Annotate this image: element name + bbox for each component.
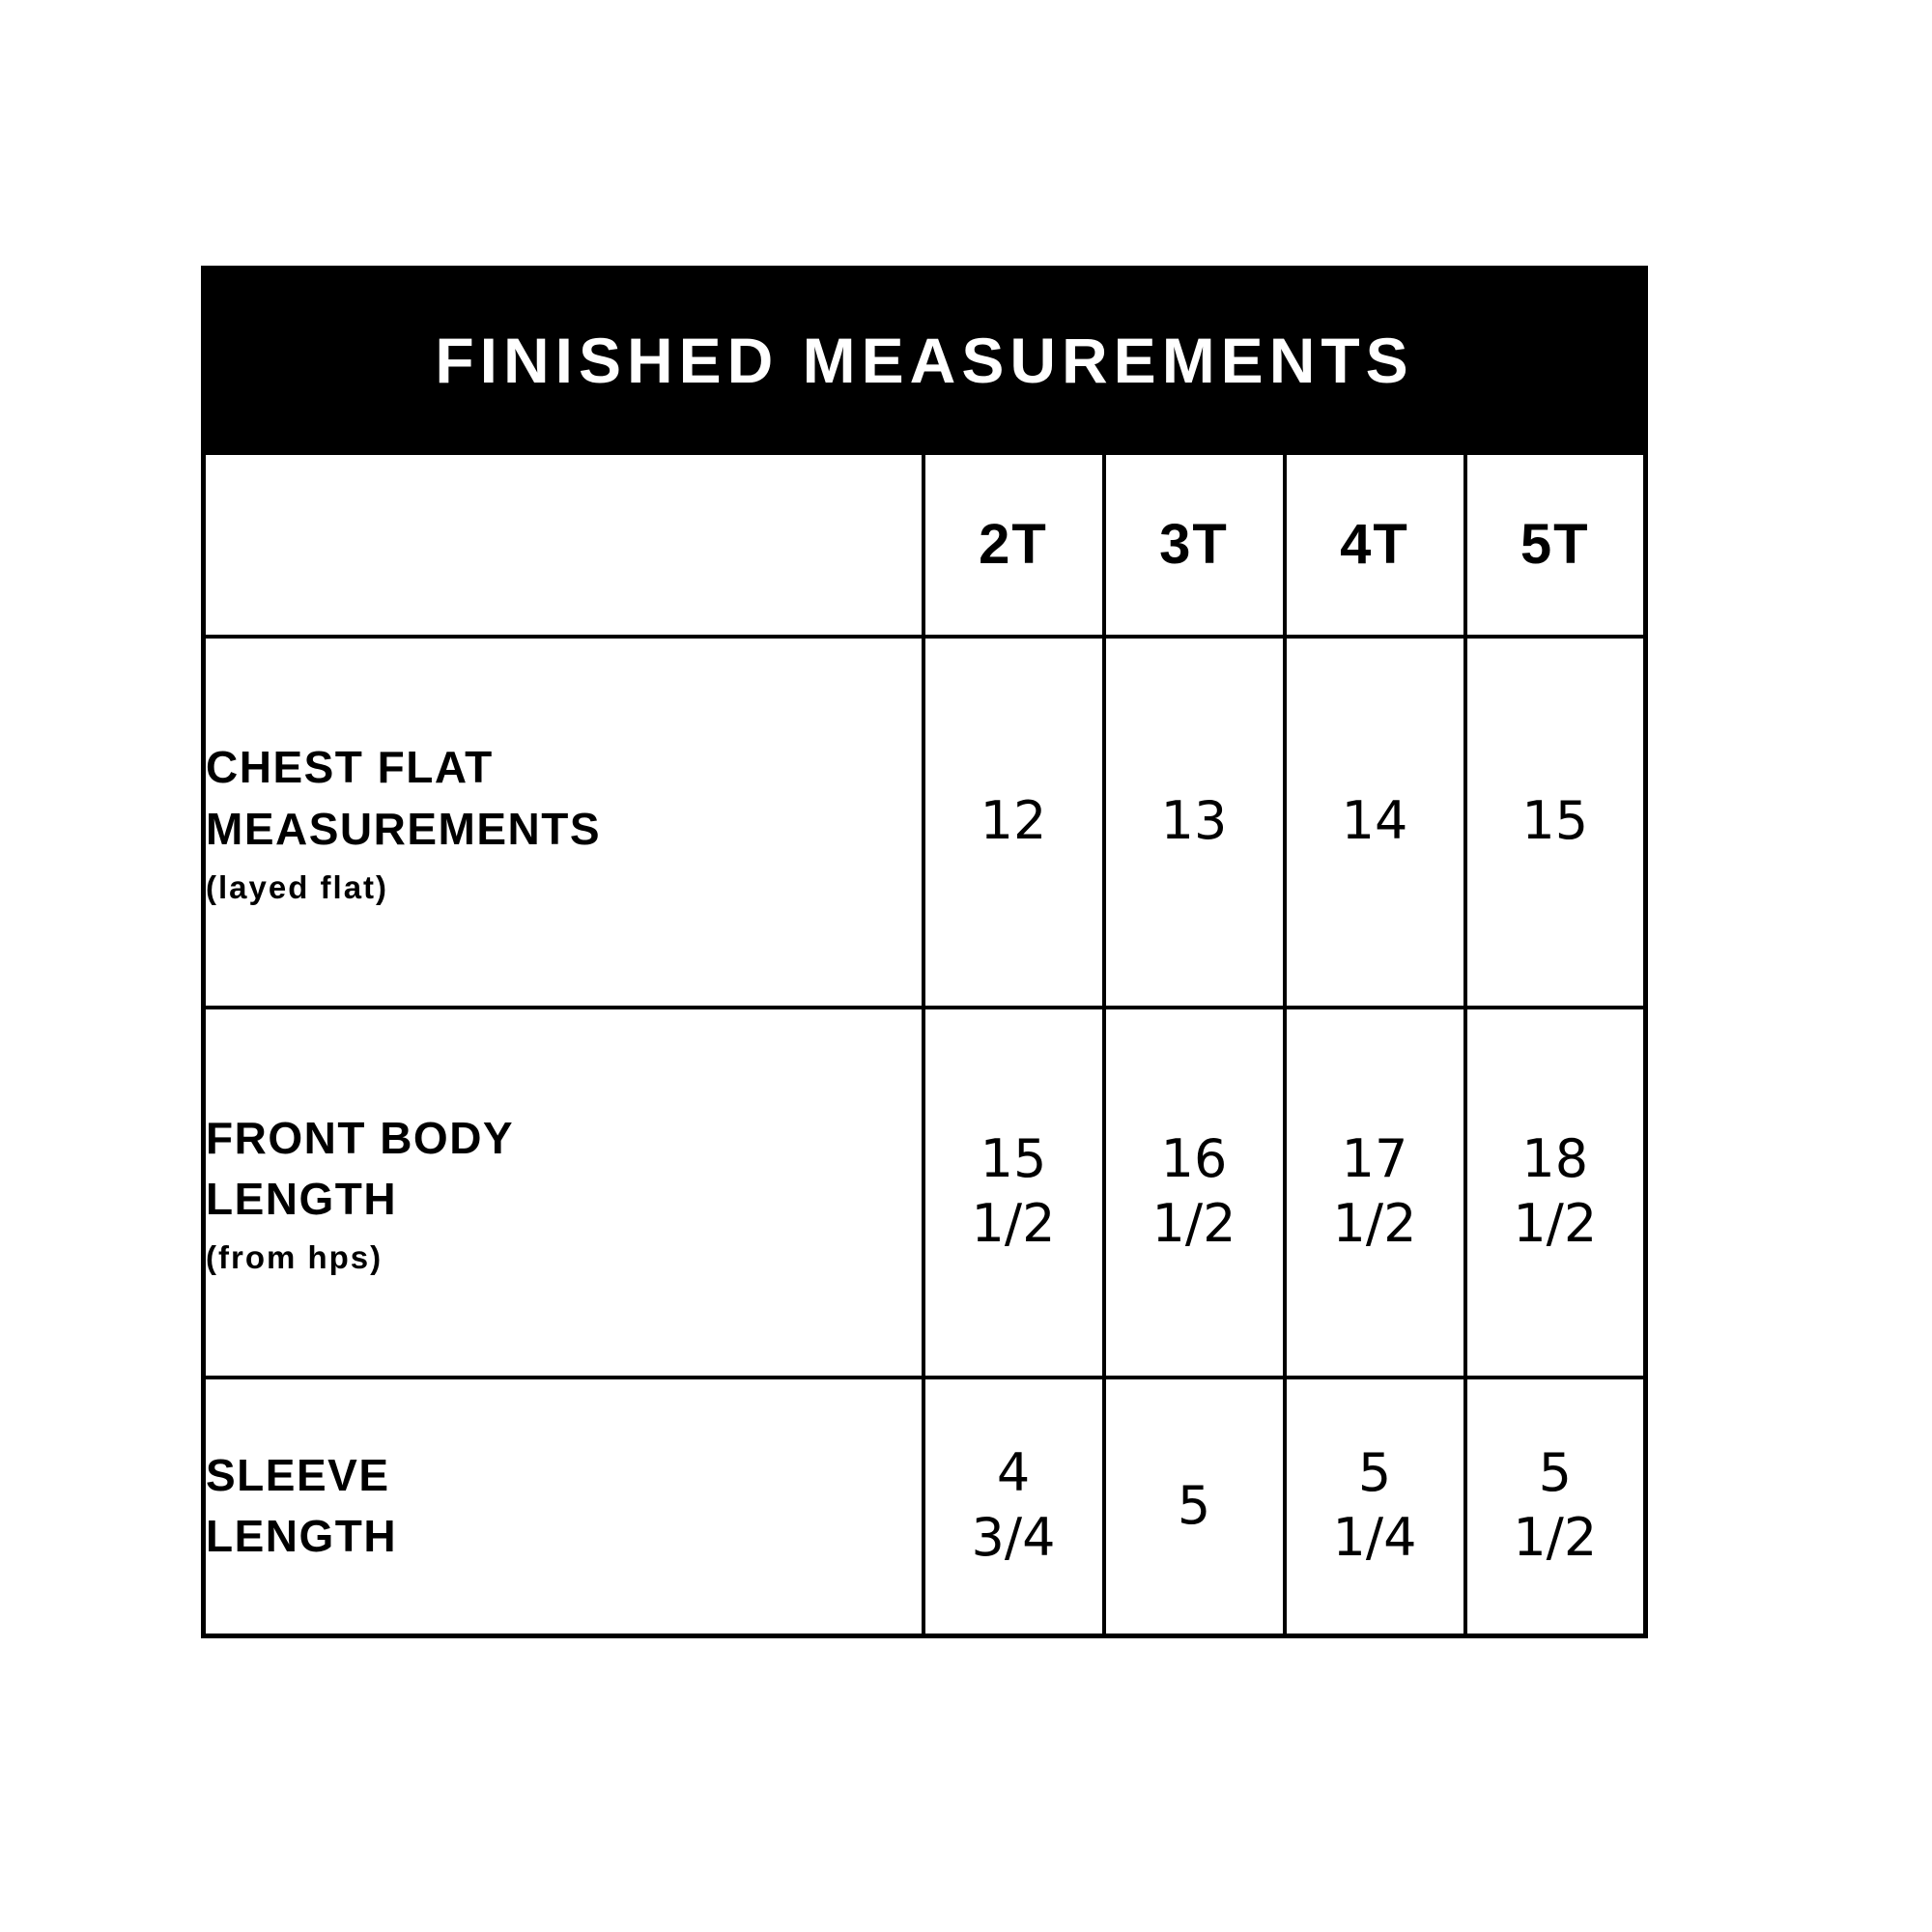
finished-measurements-table <box>201 266 1648 1638</box>
value-cell-chest-2t: 12 <box>923 637 1104 1008</box>
table-row-front-body <box>204 1008 1646 1378</box>
table-title: FINISHED MEASUREMENTS <box>435 325 1414 397</box>
value-cell-sleeve-4t: 5 1/4 <box>1285 1378 1465 1636</box>
row-label-front-body <box>204 1008 923 1378</box>
table-row-chest <box>204 637 1646 1008</box>
row-label-sleeve <box>204 1378 923 1636</box>
column-header-4t: 4T <box>1285 453 1465 637</box>
table-title-band <box>204 269 1646 453</box>
column-header-3t: 3T <box>1104 453 1285 637</box>
column-header-5t: 5T <box>1465 453 1646 637</box>
value-cell-sleeve-2t: 4 3/4 <box>923 1378 1104 1636</box>
value-cell-front-4t: 17 1/2 <box>1285 1008 1465 1378</box>
value-cell-front-2t: 15 1/2 <box>923 1008 1104 1378</box>
row-label-line: SLEEVE <box>206 1449 390 1500</box>
row-label-line: FRONT BODY <box>206 1112 515 1163</box>
row-label-line: LENGTH <box>206 1174 398 1224</box>
row-label-chest <box>204 637 923 1008</box>
row-label-line: LENGTH <box>206 1511 398 1562</box>
row-sublabel: (layed flat) <box>206 868 389 905</box>
row-sublabel: (from hps) <box>206 1239 384 1276</box>
row-label-line: CHEST FLAT <box>206 742 494 793</box>
table-row-sleeve <box>204 1378 1646 1636</box>
value-cell-sleeve-3t: 5 <box>1104 1378 1285 1636</box>
column-header-2t: 2T <box>923 453 1104 637</box>
value-cell-front-5t: 18 1/2 <box>1465 1008 1646 1378</box>
value-cell-chest-5t: 15 <box>1465 637 1646 1008</box>
value-cell-sleeve-5t: 5 1/2 <box>1465 1378 1646 1636</box>
value-cell-chest-3t: 13 <box>1104 637 1285 1008</box>
row-label-line: MEASUREMENTS <box>206 803 602 854</box>
value-cell-front-3t: 16 1/2 <box>1104 1008 1285 1378</box>
value-cell-chest-4t: 14 <box>1285 637 1465 1008</box>
corner-empty-cell <box>204 453 923 637</box>
